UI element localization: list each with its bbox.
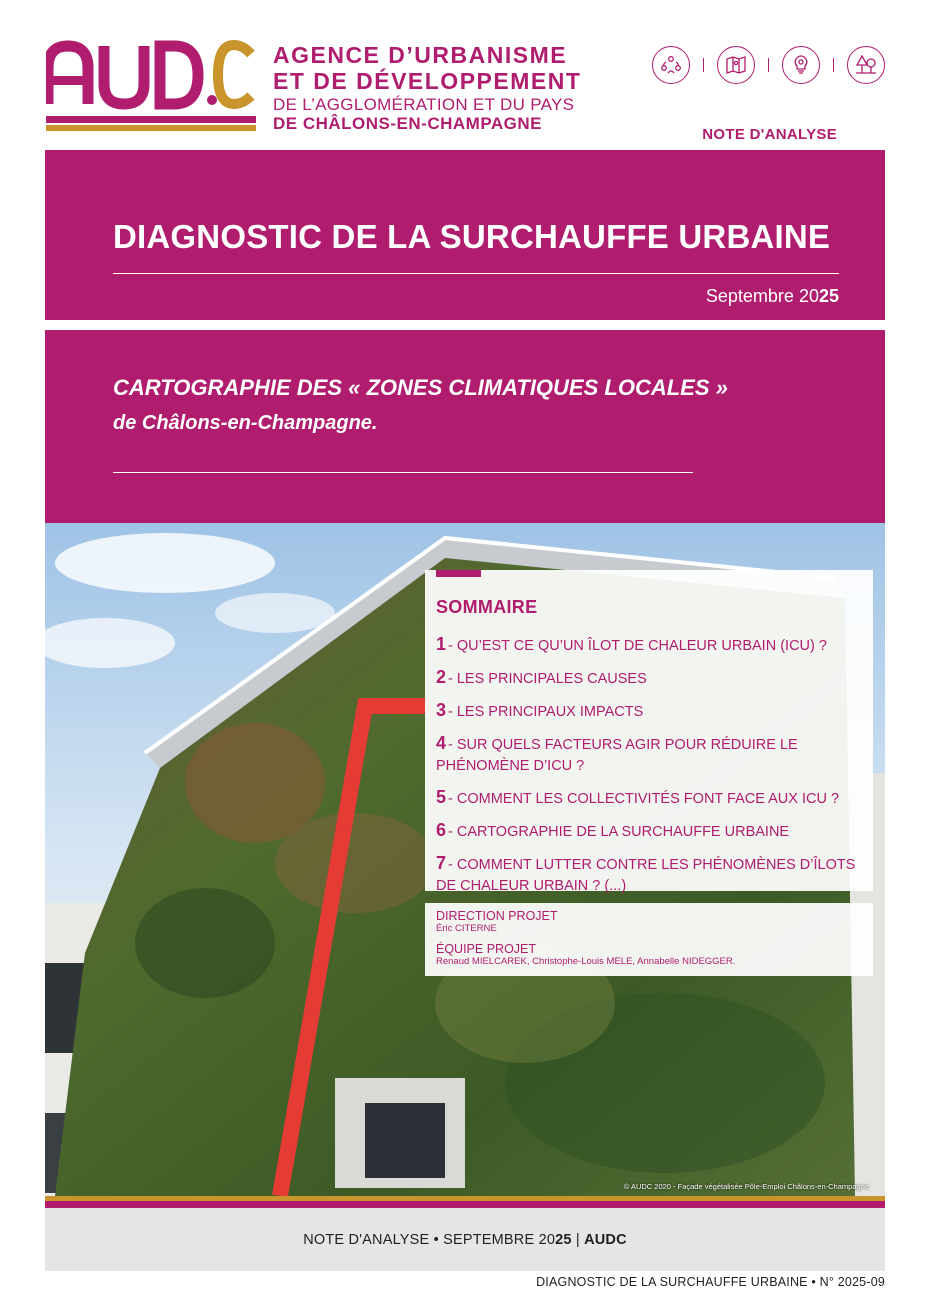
direction-label: DIRECTION PROJET: [436, 909, 558, 923]
toc-item-1[interactable]: 1 - QU’EST CE QU’UN ÎLOT DE CHALEUR URBAIN (ICU) ?: [436, 634, 827, 654]
toc-item-text: QU’EST CE QU’UN ÎLOT DE CHALEUR URBAIN (ICU) ?: [456, 638, 827, 654]
footer-year-bold: 25: [555, 1231, 572, 1248]
publication-date: [706, 286, 839, 307]
map-icon: [717, 46, 755, 84]
toc-item-number: 7: [436, 853, 447, 873]
toc-item-number: 1: [436, 634, 447, 654]
title-band: [45, 150, 885, 320]
subtitle-band: [45, 330, 885, 523]
project-team-panel: [425, 903, 873, 976]
toc-item-text: COMMENT LUTTER CONTRE LES PHÉNOMÈNES D’ÎLOTS DE CHALEUR URBAIN ? (...): [436, 857, 856, 894]
subtitle-line-1: CARTOGRAPHIE DES « ZONES CLIMATIQUES LOCALES »: [113, 375, 728, 400]
agency-name-line-2: ET DE DÉVELOPPEMENT: [273, 68, 582, 94]
footer-prefix: NOTE D'ANALYSE • SEPTEMBRE 20: [303, 1231, 556, 1248]
toc-item-3[interactable]: 3 - LES PRINCIPAUX IMPACTS: [436, 700, 644, 720]
footer-magenta-stripe: [45, 1201, 885, 1208]
date-month: Septembre 20: [705, 286, 819, 306]
lightbulb-gear-icon: [782, 46, 820, 84]
footer-bar: [45, 1208, 885, 1271]
toc-item-2[interactable]: 2 - LES PRINCIPALES CAUSES: [436, 667, 647, 687]
trees-icon: [847, 46, 885, 84]
toc-item-number: 2: [436, 667, 447, 687]
document-reference: DIAGNOSTIC DE LA SURCHAUFFE URBAINE • N° 2025-09: [536, 1275, 885, 1289]
icon-separator: [703, 58, 704, 72]
agency-name-line-3: DE L’AGGLOMÉRATION ET DU PAYS: [273, 95, 575, 114]
title-divider: [113, 273, 839, 274]
toc-item-text: LES PRINCIPALES CAUSES: [456, 671, 647, 687]
direction-name: Éric CITERNE: [436, 923, 497, 934]
toc-item-text: CARTOGRAPHIE DE LA SURCHAUFFE URBAINE: [456, 824, 790, 840]
team-label: ÉQUIPE PROJET: [436, 942, 537, 956]
toc-heading: SOMMAIRE: [436, 597, 538, 617]
toc-item-number: 6: [436, 820, 447, 840]
toc-accent-bar: [436, 570, 481, 577]
subtitle-divider: [113, 472, 693, 473]
theme-icons: [652, 46, 885, 84]
toc-item-7[interactable]: 7 - COMMENT LUTTER CONTRE LES PHÉNOMÈNES D’ÎLOTS DE CHALEUR URBAIN ? (...): [436, 853, 856, 894]
agency-logo: [46, 40, 256, 136]
toc-item-6[interactable]: 6 - CARTOGRAPHIE DE LA SURCHAUFFE URBAINE: [436, 820, 790, 840]
toc-list: [436, 634, 864, 907]
icon-separator: [768, 58, 769, 72]
people-network-icon: [652, 46, 690, 84]
toc-item-number: 3: [436, 700, 447, 720]
toc-item-text: COMMENT LES COLLECTIVITÉS FONT FACE AUX ICU ?: [456, 791, 840, 807]
toc-item-5[interactable]: 5 - COMMENT LES COLLECTIVITÉS FONT FACE AUX ICU ?: [436, 787, 840, 807]
toc-item-text: SUR QUELS FACTEURS AGIR POUR RÉDUIRE LE PHÉNOMÈNE D’ICU ?: [436, 737, 798, 774]
page-title: DIAGNOSTIC DE LA SURCHAUFFE URBAINE: [113, 218, 831, 255]
footer-org: AUDC: [584, 1231, 627, 1248]
icon-separator: [833, 58, 834, 72]
agency-name-line-1: AGENCE D’URBANISME: [273, 42, 568, 68]
agency-name: [273, 44, 581, 134]
document-type-label: NOTE D'ANALYSE: [702, 126, 837, 143]
agency-name-line-4: DE CHÂLONS-EN-CHAMPAGNE: [273, 114, 543, 133]
toc-item-4[interactable]: 4 - SUR QUELS FACTEURS AGIR POUR RÉDUIRE LE PHÉNOMÈNE D’ICU ?: [436, 733, 798, 774]
photo-credit: © AUDC 2020 - Façade végétalisée Pôle-Emploi Châlons-en-Champagne: [623, 1182, 869, 1191]
footer-separator: |: [571, 1231, 585, 1248]
toc-item-number: 5: [436, 787, 447, 807]
date-year-bold: 25: [818, 286, 839, 306]
team-names: Renaud MIELCAREK, Christophe-Louis MELE, Annabelle NIDEGGER.: [436, 956, 736, 967]
toc-item-number: 4: [436, 733, 447, 753]
subtitle-line-2: de Châlons-en-Champagne.: [113, 412, 378, 434]
table-of-contents: [425, 570, 873, 894]
toc-item-text: LES PRINCIPAUX IMPACTS: [456, 704, 644, 720]
